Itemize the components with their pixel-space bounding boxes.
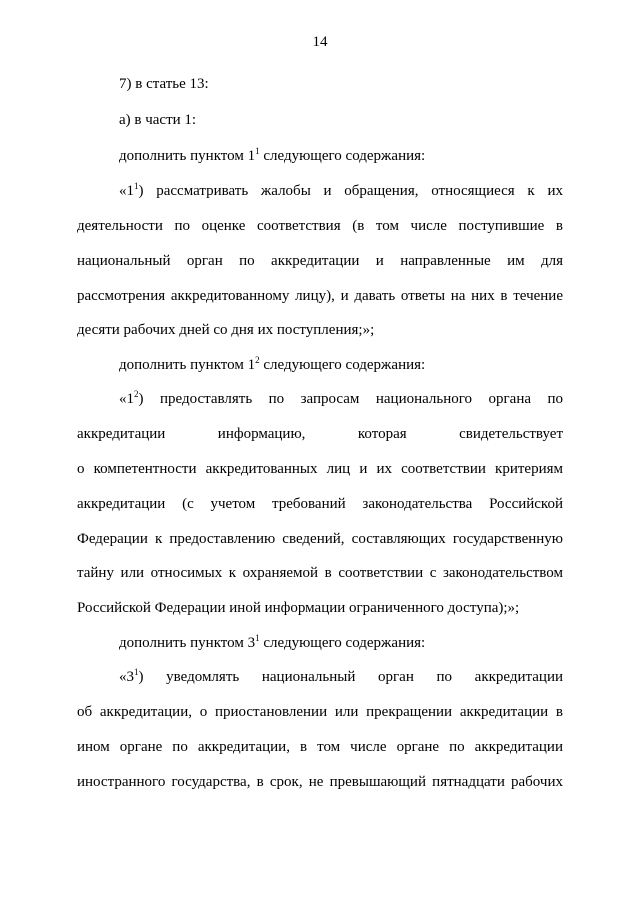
text-line: Федерации к предоставлению сведений, составляющих государственную [77,531,563,547]
text-line: рассмотрения аккредитованному лицу), и давать ответы на них в течение [77,288,563,304]
text-line: иностранного государства, в срок, не превышающий пятнадцати рабочих [77,774,563,790]
text-fragment: следующего содержания: [263,635,426,651]
text-line [119,181,563,201]
superscript: 2 [134,389,139,399]
superscript: 1 [134,181,139,191]
text-fragment: ) рассматривать жалобы и обращения, относящиеся к их [138,183,563,199]
text-line [119,633,563,653]
text-line: аккредитации (с учетом требований законодательства Российской [77,496,563,512]
text-line: национальный орган по аккредитации и направленные им для [77,253,563,269]
text-fragment: дополнить пунктом 3 [119,635,256,651]
text-fragment: следующего содержания: [263,357,426,373]
text-line: об аккредитации, о приостановлении или прекращении аккредитации в [77,704,563,720]
text-line [119,389,563,409]
superscript: 2 [255,355,260,365]
text-fragment: дополнить пунктом 1 [119,357,256,373]
text-fragment: ) уведомлять национальный орган по аккредитации [138,669,563,685]
text-line: деятельности по оценке соответствия (в том числе поступившие в [77,218,563,234]
superscript: 1 [134,667,139,677]
text-fragment: дополнить пунктом 1 [119,148,256,164]
text-line: Российской Федерации иной информации ограниченного доступа);»; [77,600,520,616]
page-number: 14 [312,34,328,50]
text-fragment: «1 [119,183,134,199]
text-line [119,667,563,687]
text-line: десяти рабочих дней со дня их поступления;»; [77,322,375,338]
text-fragment: ) предоставлять по запросам национального органа по [138,391,563,407]
text-line: ином органе по аккредитации, в том числе органе по аккредитации [77,739,563,755]
text-fragment: «1 [119,391,134,407]
text-line [119,146,563,166]
text-line [119,355,563,375]
superscript: 1 [255,633,260,643]
text-line: а) в части 1: [119,112,197,128]
text-fragment: «3 [119,669,134,685]
text-line: о компетентности аккредитованных лиц и их соответствии критериям [77,461,563,477]
text-line: аккредитации информацию, которая свидетельствует [77,426,563,442]
text-line: тайну или относимых к охраняемой в соответствии с законодательством [77,565,563,581]
text-fragment: следующего содержания: [263,148,426,164]
text-line: 7) в статье 13: [119,76,209,92]
superscript: 1 [255,146,260,156]
